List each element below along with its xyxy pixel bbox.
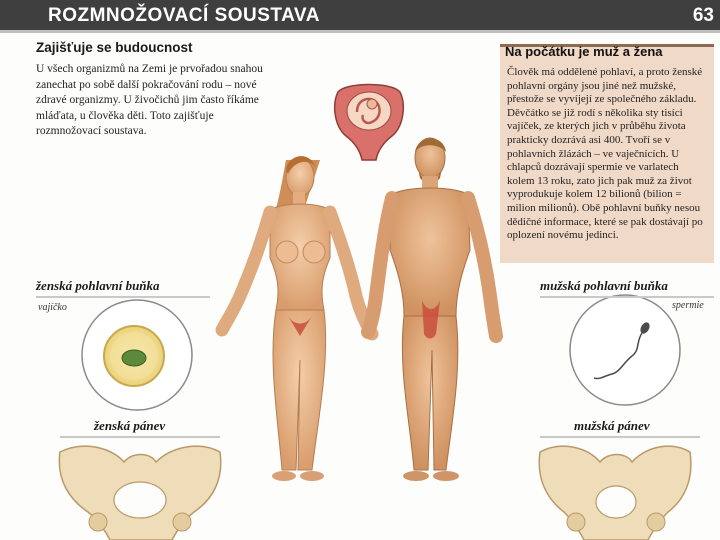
intro-paragraph: U všech organizmů na Zemi je prvořadou snahou zanechat po sobě další pokračování rodu – nové zdravé organizmy. U živočichů jim často říkáme mláďata, u člověka děti. Toto zajišťuje rozmnožovací soustava. bbox=[36, 63, 263, 137]
female-pelvis-caption: ženská pánev bbox=[94, 418, 166, 433]
intro-heading: Zajišťuje se budoucnost bbox=[36, 40, 193, 55]
female-cell-divider bbox=[36, 296, 210, 298]
page-title: ROZMNOŽOVACÍ SOUSTAVA bbox=[48, 5, 320, 26]
sperm-label: spermie bbox=[672, 300, 704, 311]
egg-label: vajíčko bbox=[38, 302, 67, 313]
sperm-cell-illustration bbox=[570, 295, 680, 405]
female-pelvis-divider bbox=[60, 436, 220, 438]
female-cell-caption: ženská pohlavní buňka bbox=[36, 278, 160, 293]
male-figure bbox=[368, 138, 496, 481]
female-pelvis-illustration bbox=[59, 446, 220, 540]
info-box-paragraph: Člověk má oddělené pohlaví, a proto ženské pohlavní orgány jsou jiné než mužské, přestože se vyvíjejí ze společného základu. Děvčátko se již rodí s několika sty tisíci vajíček, ze kterých jich v průběhu života prakticky dozrává asi 400. Tvoří se v pohlavních žlázách – ve vaječnících. U chlapců dozrávají spermie ve varlatech kolem 13 roku, zato jich pak muž za život vyprodukuje kolem 12 bilionů (bilion = milion milionů). Obě pohlavní buňky nesou dědičné informace, které se pak dostávají po oplození novému jedinci. bbox=[507, 66, 703, 242]
male-pelvis-caption: mužská pánev bbox=[574, 418, 650, 433]
male-cell-caption: mužská pohlavní buňka bbox=[540, 278, 668, 293]
info-box-heading: Na počátku je muž a žena bbox=[505, 44, 663, 59]
male-pelvis-divider bbox=[540, 436, 700, 438]
uterus-fetus-illustration bbox=[335, 85, 404, 161]
female-figure bbox=[222, 156, 372, 481]
egg-cell-illustration bbox=[82, 300, 192, 410]
male-pelvis-illustration bbox=[539, 446, 691, 540]
page-number: 63 bbox=[692, 5, 714, 26]
male-cell-divider bbox=[540, 296, 714, 298]
